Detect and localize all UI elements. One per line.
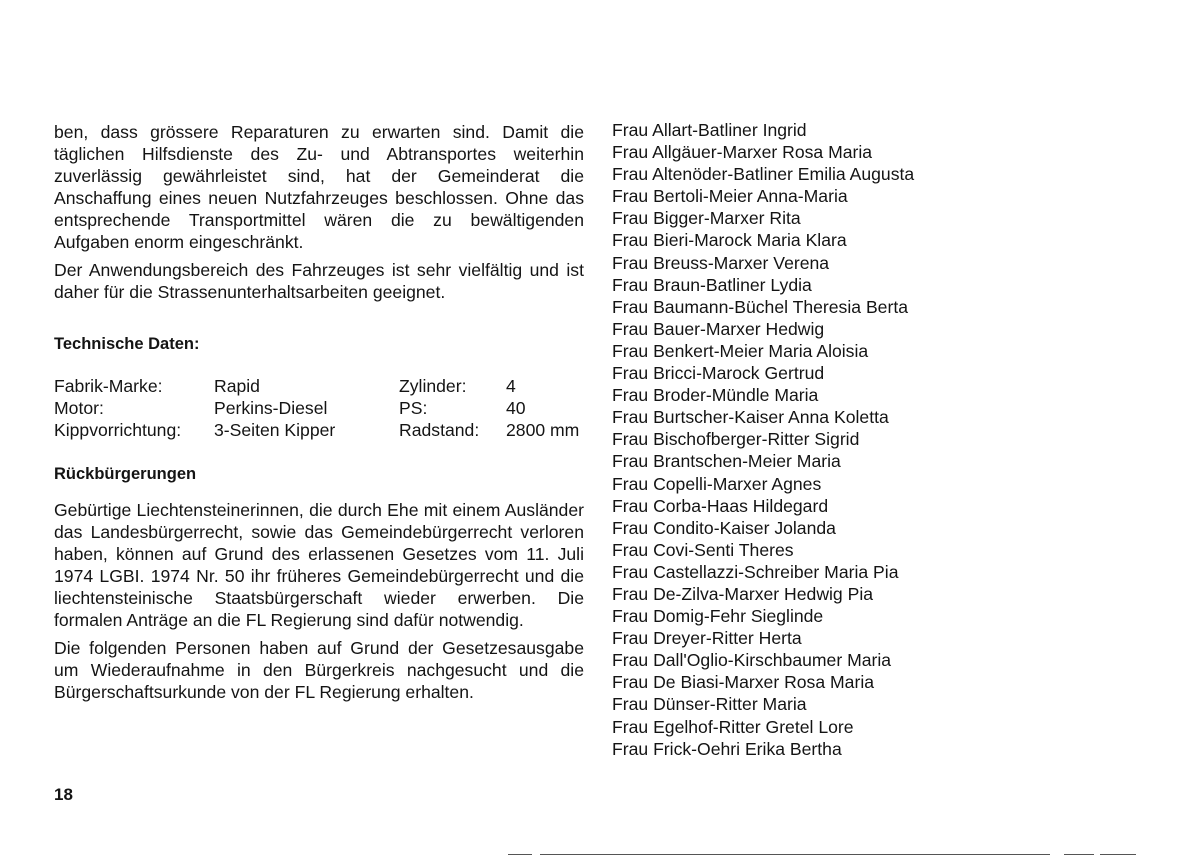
list-item: Frau Bricci-Marock Gertrud xyxy=(612,363,825,384)
list-item: Frau Egelhof-Ritter Gretel Lore xyxy=(612,716,854,737)
list-item: Frau Corba-Haas Hildegard xyxy=(612,495,829,516)
name-list xyxy=(612,119,1172,760)
list-item: Frau Baumann-Büchel Theresia Berta xyxy=(612,296,908,317)
list-item: Frau Domig-Fehr Sieglinde xyxy=(612,606,824,627)
bottom-rule xyxy=(508,854,532,855)
spec-value: 2800 mm xyxy=(506,420,580,440)
tech-data-heading: Technische Daten: xyxy=(54,335,200,353)
list-item: Frau De-Zilva-Marxer Hedwig Pia xyxy=(612,583,874,604)
spec-label: Kippvorrichtung: xyxy=(54,420,182,440)
list-item: Frau Bieri-Marock Maria Klara xyxy=(612,230,847,251)
list-item: Frau Altenöder-Batliner Emilia Augusta xyxy=(612,164,915,185)
spec-value: 3-Seiten Kipper xyxy=(214,420,336,440)
left-column xyxy=(54,121,584,703)
page-number: 18 xyxy=(54,785,73,804)
list-item: Frau Frick-Oehri Erika Bertha xyxy=(612,738,842,759)
list-item: Frau Brantschen-Meier Maria xyxy=(612,451,841,472)
bottom-rule xyxy=(1064,854,1094,855)
bottom-rule xyxy=(1100,854,1136,855)
intro-paragraph: ben, dass grössere Reparaturen zu erwarten sind. Damit die täglichen Hilfsdienste des Zu- und Abtransportes weiterhin zuverlässig gewährleistet sind, hat der Gemeinderat die Anschaffung eines neuen Nutzfahrzeuges beschlossen. Ohne das entsprechende Transportmittel wären die zu bewältigenden Aufgaben enorm eingeschränkt. xyxy=(54,122,584,252)
list-item: Frau Braun-Batliner Lydia xyxy=(612,274,812,295)
list-item: Frau Dall'Oglio-Kirschbaumer Maria xyxy=(612,650,892,671)
list-item: Frau Benkert-Meier Maria Aloisia xyxy=(612,340,869,361)
spec-label: Motor: xyxy=(54,398,104,418)
list-item: Frau Broder-Mündle Maria xyxy=(612,385,819,406)
list-item: Frau Bauer-Marxer Hedwig xyxy=(612,318,825,339)
spec-value: Perkins-Diesel xyxy=(214,398,328,418)
list-item: Frau Castellazzi-Schreiber Maria Pia xyxy=(612,561,899,582)
list-item: Frau Dreyer-Ritter Herta xyxy=(612,628,802,649)
spec-value: 40 xyxy=(506,398,526,418)
spec-row xyxy=(54,375,584,397)
list-item: Frau Condito-Kaiser Jolanda xyxy=(612,517,836,538)
list-item: Frau Bertoli-Meier Anna-Maria xyxy=(612,186,848,207)
spec-row xyxy=(54,419,584,441)
list-item: Frau De Biasi-Marxer Rosa Maria xyxy=(612,672,875,693)
list-item: Frau Bigger-Marxer Rita xyxy=(612,208,801,229)
rueckbuergerungen-heading: Rückbürgerungen xyxy=(54,465,197,483)
list-item: Frau Bischofberger-Ritter Sigrid xyxy=(612,429,860,450)
spec-label: Zylinder: xyxy=(399,376,467,396)
bottom-rule xyxy=(540,854,1050,855)
spec-value: 4 xyxy=(506,376,516,396)
list-item: Frau Allart-Batliner Ingrid xyxy=(612,120,807,140)
spec-table xyxy=(54,375,584,441)
rueckbuergerungen-paragraph: Gebürtige Liechtensteinerinnen, die durch Ehe mit einem Ausländer das Landesbürgerrecht, sowie das Gemeindebürgerrecht verloren haben, können auf Grund des erlassenen Gesetzes vom 11. Juli 1974 LGBI. 1974 Nr. 50 ihr früheres Gemeindebürgerrecht und die liechtensteinische Staatsbürgerschaft wieder erwerben. Die formalen Anträge an die FL Regierung sind dafür notwendig. xyxy=(54,500,584,630)
spec-label: Fabrik-Marke: xyxy=(54,376,163,396)
spec-label: Radstand: xyxy=(399,420,480,440)
list-item: Frau Breuss-Marxer Verena xyxy=(612,252,830,273)
spec-value: Rapid xyxy=(214,376,260,396)
list-item: Frau Dünser-Ritter Maria xyxy=(612,694,807,715)
spec-label: PS: xyxy=(399,398,428,418)
usage-paragraph: Der Anwendungsbereich des Fahrzeuges ist sehr vielfältig und ist daher für die Strassenunterhaltsarbeiten geeignet. xyxy=(54,260,584,302)
list-item: Frau Copelli-Marxer Agnes xyxy=(612,473,822,494)
list-item: Frau Covi-Senti Theres xyxy=(612,539,794,560)
list-item: Frau Burtscher-Kaiser Anna Koletta xyxy=(612,407,889,428)
list-item: Frau Allgäuer-Marxer Rosa Maria xyxy=(612,142,873,163)
spec-row xyxy=(54,397,584,419)
persons-paragraph: Die folgenden Personen haben auf Grund der Gesetzesausgabe um Wiederaufnahme in den Bürgerkreis nachgesucht und die Bürgerschaftsurkunde von der FL Regierung erhalten. xyxy=(54,638,584,702)
